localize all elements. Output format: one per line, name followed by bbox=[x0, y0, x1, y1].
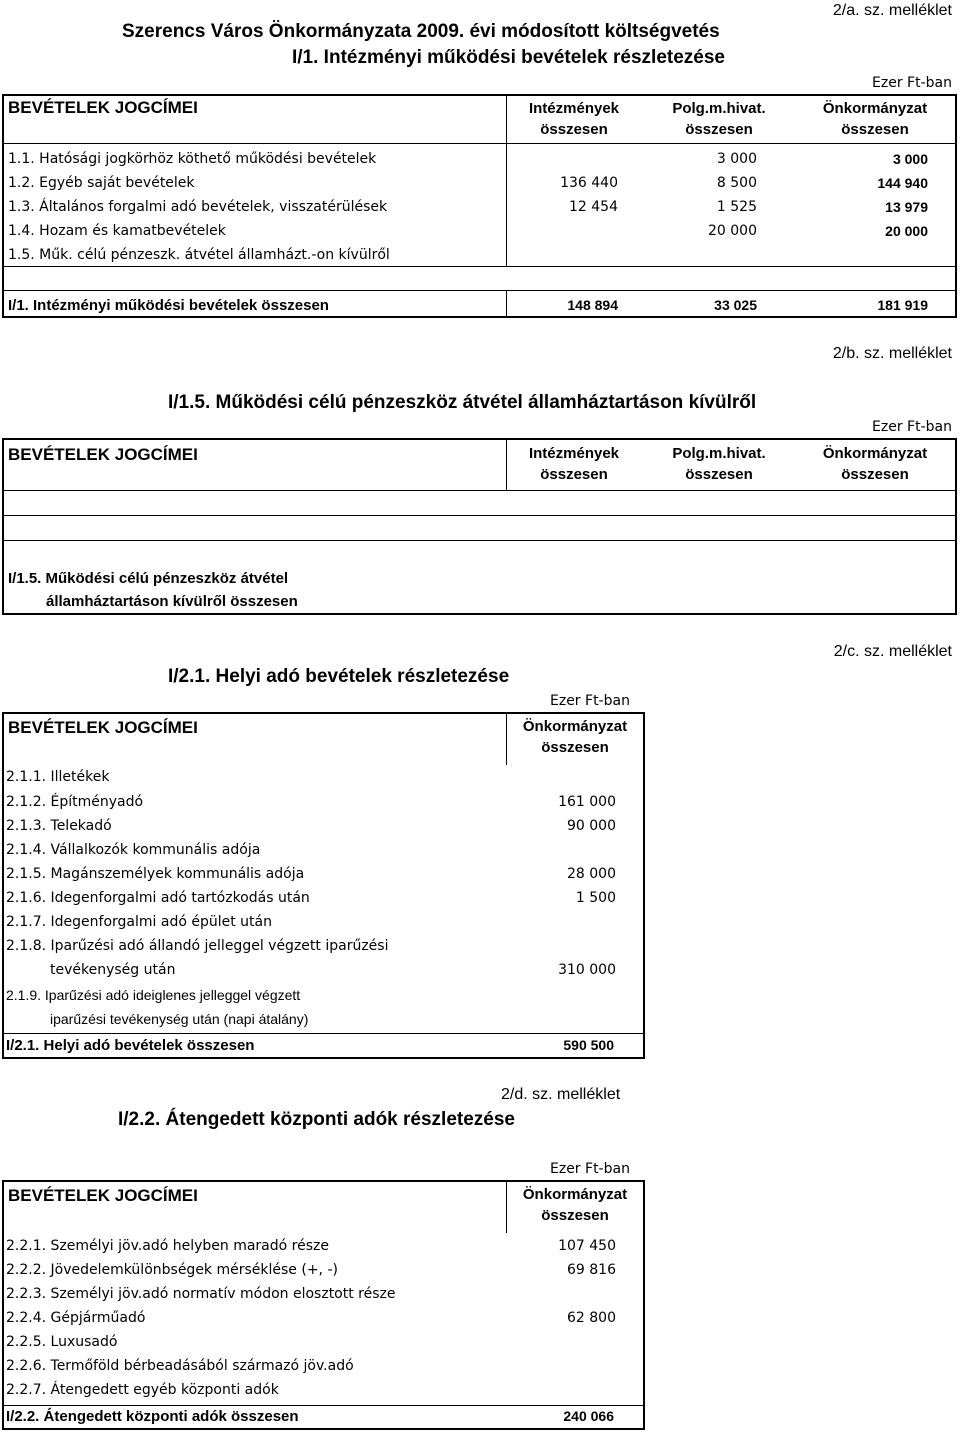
row-label: 2.2.1. Személyi jöv.adó helyben maradó része bbox=[6, 1238, 329, 1254]
column-header-municipality bbox=[805, 100, 945, 138]
row-value: 310 000 bbox=[558, 962, 616, 978]
unit-label: Ezer Ft-ban bbox=[872, 75, 952, 91]
header-line-1: Intézmények bbox=[528, 445, 620, 462]
row-label: 1.2. Egyéb saját bevételek bbox=[8, 175, 195, 191]
row-label: 2.2.7. Átengedett egyéb központi adók bbox=[6, 1382, 279, 1398]
section-title: I/2.1. Helyi adó bevételek részletezése bbox=[168, 666, 510, 687]
total-value: 240 066 bbox=[563, 1408, 614, 1424]
row-value: 12 454 bbox=[569, 199, 618, 215]
total-label-line-2: államháztartáson kívülről összesen bbox=[46, 593, 298, 610]
row-label-line-2: tevékenység után bbox=[50, 962, 176, 978]
column-header-municipality bbox=[508, 718, 642, 756]
total-value: 33 025 bbox=[714, 297, 757, 313]
header-line-1: Polg.m.hivat. bbox=[672, 100, 766, 117]
column-header-mayors-office bbox=[655, 100, 783, 138]
total-value: 148 894 bbox=[567, 297, 618, 313]
annex-label: 2/a. sz. melléklet bbox=[832, 2, 952, 19]
header-line-2: összesen bbox=[540, 121, 608, 138]
total-label-line-1: I/1.5. Működési célú pénzeszköz átvétel bbox=[8, 570, 289, 587]
header-line-1: Polg.m.hivat. bbox=[672, 445, 766, 462]
row-label: 2.1.7. Idegenforgalmi adó épület után bbox=[6, 914, 272, 930]
header-line-2: összesen bbox=[541, 1207, 609, 1224]
annex-label: 2/d. sz. melléklet bbox=[501, 1086, 621, 1103]
column-header-institutions bbox=[510, 100, 638, 138]
total-label: I/2.1. Helyi adó bevételek összesen bbox=[6, 1037, 255, 1054]
header-line-2: összesen bbox=[541, 739, 609, 756]
header-line-2: összesen bbox=[540, 466, 608, 483]
row-label: 2.1.2. Építményadó bbox=[6, 794, 144, 810]
header-line-1: Önkormányzat bbox=[822, 100, 928, 117]
column-header-label: BEVÉTELEK JOGCÍMEI bbox=[8, 718, 198, 737]
header-line-2: összesen bbox=[841, 121, 909, 138]
row-label: 2.1.4. Vállalkozók kommunális adója bbox=[6, 842, 261, 858]
total-value: 590 500 bbox=[563, 1037, 614, 1053]
unit-label: Ezer Ft-ban bbox=[872, 419, 952, 435]
row-value: 13 979 bbox=[885, 199, 928, 215]
annex-label: 2/b. sz. melléklet bbox=[832, 345, 952, 362]
row-label: 2.2.4. Gépjárműadó bbox=[6, 1310, 146, 1326]
total-label: I/2.2. Átengedett központi adók összesen bbox=[6, 1408, 299, 1425]
row-value: 1 500 bbox=[575, 890, 616, 906]
row-label-line-1: 2.1.9. Iparűzési adó ideiglenes jelleggel végzett bbox=[6, 987, 301, 1003]
row-value: 136 440 bbox=[560, 175, 618, 191]
row-label: 1.4. Hozam és kamatbevételek bbox=[8, 223, 226, 239]
row-label: 1.5. Műk. célú pénzeszk. átvétel államházt.-on kívülről bbox=[8, 247, 390, 263]
row-label: 1.3. Általános forgalmi adó bevételek, visszatérülések bbox=[8, 199, 388, 215]
column-header-mayors-office bbox=[655, 445, 783, 483]
unit-label: Ezer Ft-ban bbox=[550, 1161, 630, 1177]
column-header-label: BEVÉTELEK JOGCÍMEI bbox=[8, 98, 198, 117]
row-value: 62 800 bbox=[567, 1310, 616, 1326]
header-line-1: Intézmények bbox=[528, 100, 620, 117]
annex-label: 2/c. sz. melléklet bbox=[833, 643, 952, 660]
header-line-2: összesen bbox=[685, 121, 753, 138]
row-value: 8 500 bbox=[716, 175, 757, 191]
row-value: 3 000 bbox=[716, 151, 757, 167]
row-value: 28 000 bbox=[567, 866, 616, 882]
section-title: I/2.2. Átengedett központi adók részletezése bbox=[118, 1109, 515, 1130]
column-header-label: BEVÉTELEK JOGCÍMEI bbox=[8, 445, 198, 464]
row-value: 20 000 bbox=[708, 223, 757, 239]
column-header-municipality bbox=[805, 445, 945, 483]
column-header-label: BEVÉTELEK JOGCÍMEI bbox=[8, 1186, 198, 1205]
section-title: I/1.5. Működési célú pénzeszköz átvétel államháztartáson kívülről bbox=[168, 392, 757, 413]
header-line-1: Önkormányzat bbox=[522, 718, 628, 735]
header-line-1: Önkormányzat bbox=[822, 445, 928, 462]
row-value: 144 940 bbox=[877, 175, 928, 191]
header-line-2: összesen bbox=[685, 466, 753, 483]
row-value: 69 816 bbox=[567, 1262, 616, 1278]
row-label: 2.2.3. Személyi jöv.adó normatív módon elosztott része bbox=[6, 1286, 396, 1302]
row-label: 2.2.5. Luxusadó bbox=[6, 1334, 118, 1350]
row-label: 2.1.5. Magánszemélyek kommunális adója bbox=[6, 866, 305, 882]
row-label-line-1: 2.1.8. Iparűzési adó állandó jelleggel végzett iparűzési bbox=[6, 938, 389, 954]
document-title: Szerencs Város Önkormányzata 2009. évi módosított költségvetés bbox=[122, 21, 720, 42]
row-label: 2.2.6. Termőföld bérbeadásából származó jöv.adó bbox=[6, 1358, 354, 1374]
row-label: 2.1.6. Idegenforgalmi adó tartózkodás után bbox=[6, 890, 310, 906]
row-value: 1 525 bbox=[716, 199, 757, 215]
row-label-line-2: iparűzési tevékenység után (napi átalány) bbox=[50, 1011, 309, 1027]
row-value: 90 000 bbox=[567, 818, 616, 834]
row-value: 161 000 bbox=[558, 794, 616, 810]
header-line-1: Önkormányzat bbox=[522, 1186, 628, 1203]
row-label: 2.1.3. Telekadó bbox=[6, 818, 112, 834]
header-line-2: összesen bbox=[841, 466, 909, 483]
total-label: I/1. Intézményi működési bevételek összesen bbox=[8, 297, 329, 314]
unit-label: Ezer Ft-ban bbox=[550, 693, 630, 709]
column-header-institutions bbox=[510, 445, 638, 483]
row-label: 2.2.2. Jövedelemkülönbségek mérséklése (+, -) bbox=[6, 1262, 338, 1278]
row-value: 20 000 bbox=[885, 223, 928, 239]
row-value: 3 000 bbox=[892, 151, 928, 167]
column-header-municipality bbox=[508, 1186, 642, 1224]
total-value: 181 919 bbox=[877, 297, 928, 313]
row-value: 107 450 bbox=[558, 1238, 616, 1254]
row-label: 1.1. Hatósági jogkörhöz köthető működési bevételek bbox=[8, 151, 377, 167]
row-label: 2.1.1. Illetékek bbox=[6, 769, 110, 785]
section-title: I/1. Intézményi működési bevételek részletezése bbox=[292, 47, 725, 68]
